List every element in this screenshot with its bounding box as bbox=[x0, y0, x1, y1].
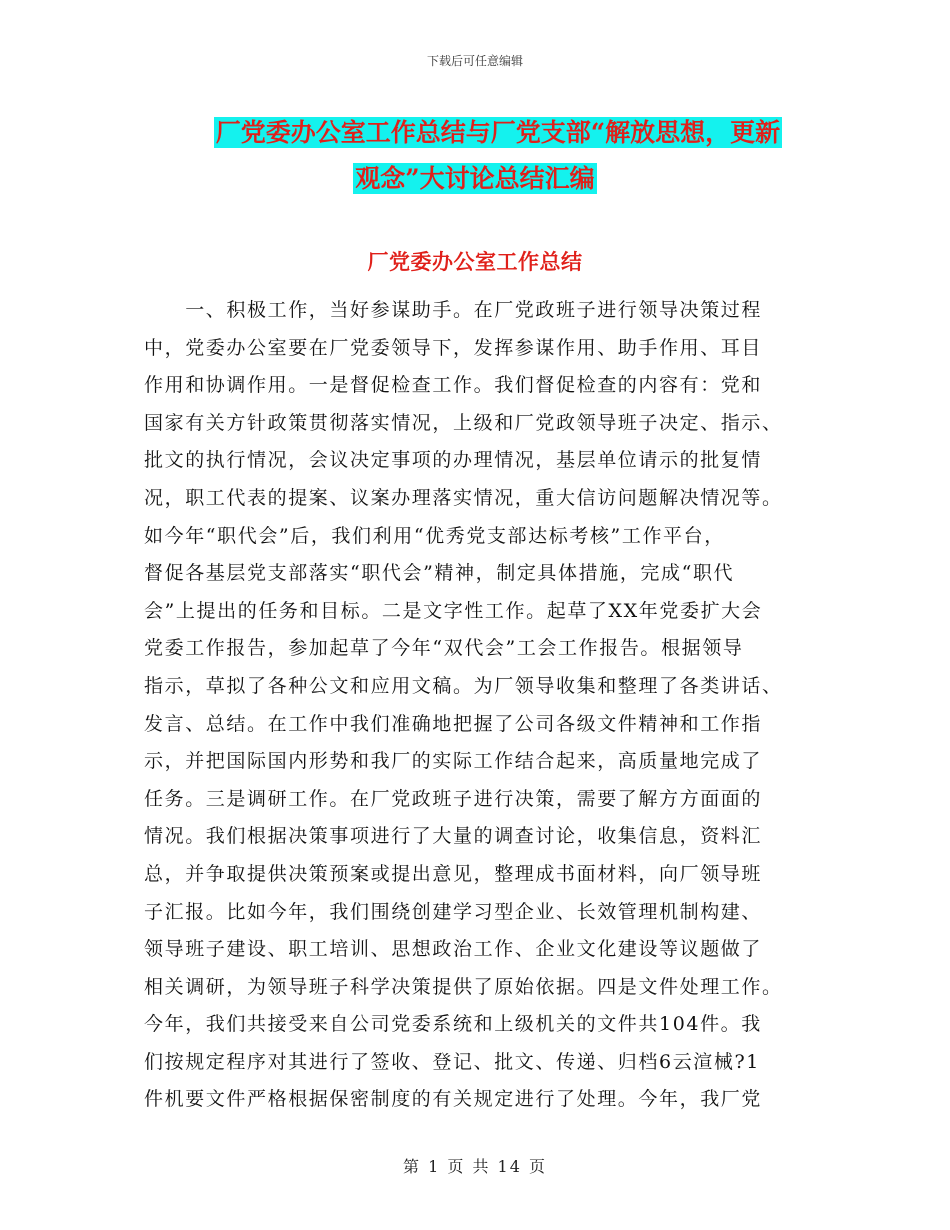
body-line: 子汇报。比如今年，我们围绕创建学习型企业、长效管理机制构建、 bbox=[144, 900, 763, 923]
body-line: 一、积极工作，当好参谋助手。在厂党政班子进行领导决策过程 bbox=[144, 299, 763, 321]
document-title bbox=[0, 110, 950, 202]
document-title-line-1 bbox=[0, 110, 950, 156]
body-line: 指示，草拟了各种公文和应用文稿。为厂领导收集和整理了各类讲话、 bbox=[144, 674, 783, 697]
body-line: 发言、总结。在工作中我们准确地把握了公司各级文件精神和工作指 bbox=[144, 712, 763, 735]
body-line: 如今年“职代会”后，我们利用“优秀党支部达标考核”工作平台， bbox=[144, 524, 725, 547]
body-line: 中，党委办公室要在厂党委领导下，发挥参谋作用、助手作用、耳目 bbox=[144, 336, 763, 359]
body-line: 们按规定程序对其进行了签收、登记、批文、传递、归档6云渲械?1 bbox=[144, 1050, 760, 1073]
body-line: 总，并争取提供决策预案或提出意见，整理成书面材料，向厂领导班 bbox=[144, 862, 763, 885]
body-line: 国家有关方针政策贯彻落实情况，上级和厂党政领导班子决定、指示、 bbox=[144, 411, 783, 434]
body-line: 党委工作报告，参加起草了今年“双代会”工会工作报告。根据领导 bbox=[144, 637, 744, 660]
header-note: 下载后可任意编辑 bbox=[426, 54, 523, 68]
body-line: 相关调研，为领导班子科学决策提供了原始依据。四是文件处理工作。 bbox=[144, 975, 783, 998]
document-title-line-2 bbox=[0, 156, 950, 202]
body-line: 领导班子建设、职工培训、思想政治工作、企业文化建设等议题做了 bbox=[144, 938, 763, 961]
page-number-footer: 第 1 页 共 14 页 bbox=[403, 1157, 547, 1176]
body-line: 示，并把国际国内形势和我厂的实际工作结合起来，高质量地完成了 bbox=[144, 750, 763, 773]
body-line: 件机要文件严格根据保密制度的有关规定进行了处理。今年，我厂党 bbox=[144, 1088, 763, 1111]
body-line: 督促各基层党支部落实“职代会”精神，制定具体措施，完成“职代 bbox=[144, 562, 735, 585]
body-line: 作用和协调作用。一是督促检查工作。我们督促检查的内容有：党和 bbox=[144, 374, 763, 397]
title-highlight: 观念”大讨论总结汇编 bbox=[355, 164, 595, 193]
body-line: 今年，我们共接受来自公司党委系统和上级机关的文件共104件。我 bbox=[144, 1013, 762, 1036]
body-paragraph bbox=[144, 292, 814, 1119]
body-line: 任务。三是调研工作。在厂党政班子进行决策，需要了解方方面面的 bbox=[144, 787, 763, 810]
title-highlight: 厂党委办公室工作总结与厂党支部“解放思想，更新 bbox=[215, 118, 781, 147]
body-line: 批文的执行情况，会议决定事项的办理情况，基层单位请示的批复情 bbox=[144, 449, 763, 472]
section-title: 厂党委办公室工作总结 bbox=[367, 249, 583, 274]
body-line: 情况。我们根据决策事项进行了大量的调查讨论，收集信息，资料汇 bbox=[144, 825, 763, 848]
body-line: 会”上提出的任务和目标。二是文字性工作。起草了XX年党委扩大会 bbox=[144, 599, 763, 622]
body-line: 况，职工代表的提案、议案办理落实情况，重大信访问题解决情况等。 bbox=[144, 486, 783, 509]
